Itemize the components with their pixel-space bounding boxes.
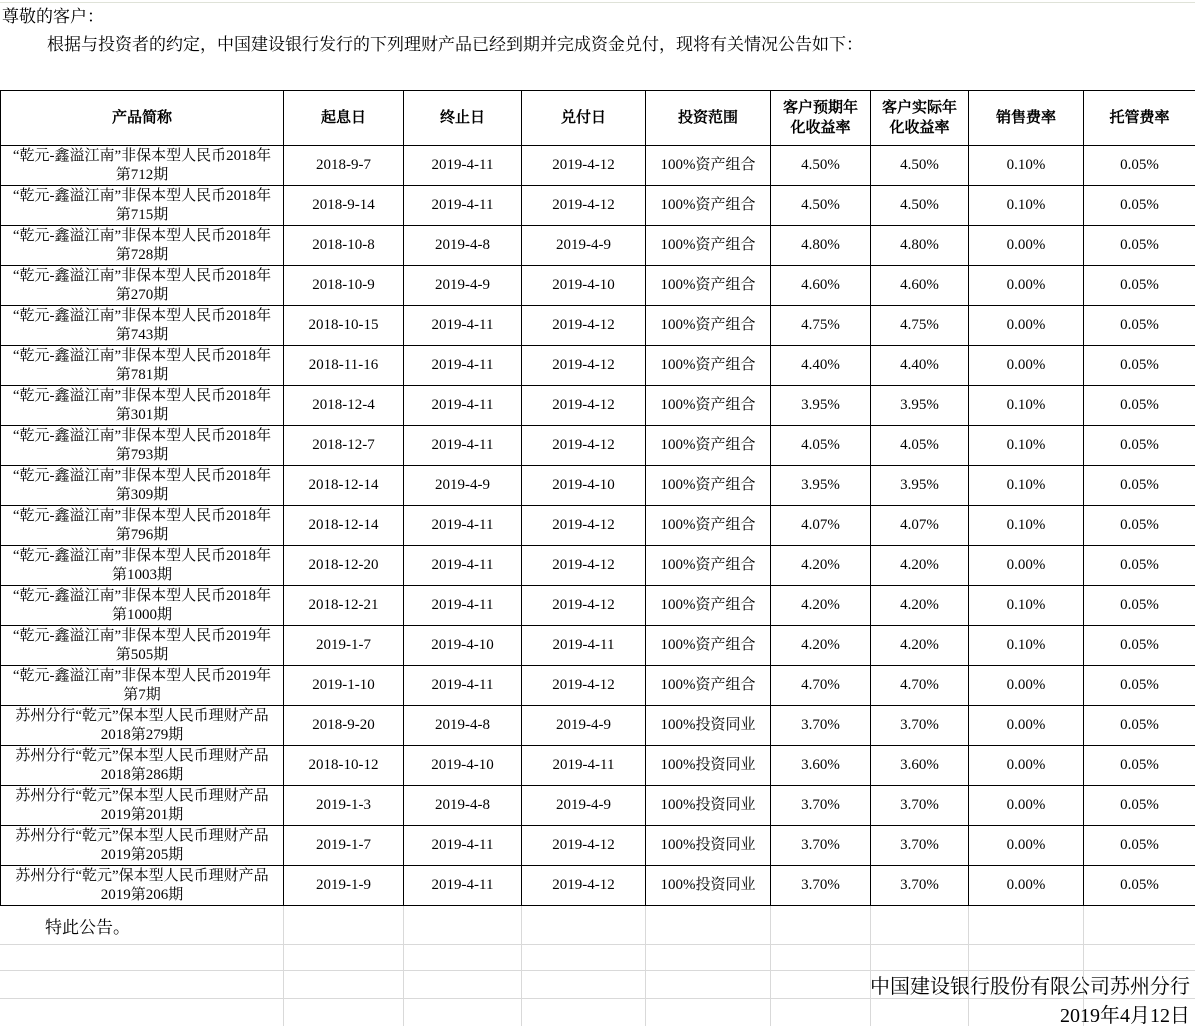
table-cell: 2019-4-12	[522, 386, 646, 426]
table-cell: 0.00%	[969, 346, 1084, 386]
faint-gridline	[968, 906, 969, 1026]
column-header: 托管费率	[1084, 91, 1195, 146]
table-row	[1, 146, 1195, 186]
product-name-cell: “乾元-鑫溢江南”非保本型人民币2019年第505期	[1, 626, 284, 666]
table-cell: 2018-12-21	[284, 586, 404, 626]
table-cell: 3.95%	[871, 466, 969, 506]
table-cell: 4.07%	[771, 506, 871, 546]
table-cell: 2019-1-10	[284, 666, 404, 706]
table-cell: 2019-4-11	[404, 306, 522, 346]
product-name-cell: “乾元-鑫溢江南”非保本型人民币2018年第781期	[1, 346, 284, 386]
table-cell: 4.80%	[771, 226, 871, 266]
table-row	[1, 466, 1195, 506]
product-name-cell: 苏州分行“乾元”保本型人民币理财产品2018第286期	[1, 746, 284, 786]
table-cell: 2019-4-8	[404, 706, 522, 746]
table-cell: 100%投资同业	[646, 706, 771, 746]
table-cell: 2019-4-11	[404, 186, 522, 226]
product-name-cell: “乾元-鑫溢江南”非保本型人民币2018年第728期	[1, 226, 284, 266]
table-row	[1, 186, 1195, 226]
table-cell: 2019-4-12	[522, 666, 646, 706]
salutation: 尊敬的客户：	[2, 3, 1192, 31]
faint-gridline	[521, 906, 522, 1026]
table-cell: 4.60%	[871, 266, 969, 306]
table-cell: 0.10%	[969, 386, 1084, 426]
table-cell: 2019-4-12	[522, 506, 646, 546]
table-cell: 100%资产组合	[646, 346, 771, 386]
table-cell: 2019-4-11	[404, 506, 522, 546]
table-cell: 0.10%	[969, 426, 1084, 466]
table-cell: 2019-4-9	[404, 266, 522, 306]
table-cell: 2019-4-12	[522, 346, 646, 386]
table-cell: 2019-4-12	[522, 306, 646, 346]
table-cell: 100%资产组合	[646, 666, 771, 706]
table-cell: 2019-4-11	[404, 826, 522, 866]
table-cell: 3.60%	[771, 746, 871, 786]
table-cell: 100%资产组合	[646, 466, 771, 506]
column-header: 销售费率	[969, 91, 1084, 146]
product-name-cell: “乾元-鑫溢江南”非保本型人民币2018年第270期	[1, 266, 284, 306]
product-name-cell: “乾元-鑫溢江南”非保本型人民币2018年第1003期	[1, 546, 284, 586]
faint-gridline	[770, 906, 771, 1026]
product-name-cell: “乾元-鑫溢江南”非保本型人民币2019年第7期	[1, 666, 284, 706]
table-cell: 2019-4-12	[522, 426, 646, 466]
table-row	[1, 746, 1195, 786]
table-cell: 4.20%	[871, 626, 969, 666]
product-name-cell: “乾元-鑫溢江南”非保本型人民币2018年第309期	[1, 466, 284, 506]
table-cell: 0.05%	[1084, 706, 1195, 746]
table-cell: 4.05%	[871, 426, 969, 466]
table-cell: 2019-4-11	[404, 586, 522, 626]
product-name-cell: “乾元-鑫溢江南”非保本型人民币2018年第796期	[1, 506, 284, 546]
table-row	[1, 786, 1195, 826]
table-cell: 3.70%	[771, 866, 871, 906]
table-cell: 100%资产组合	[646, 266, 771, 306]
table-cell: 4.70%	[871, 666, 969, 706]
table-cell: 2019-4-9	[522, 786, 646, 826]
product-name-cell: “乾元-鑫溢江南”非保本型人民币2018年第743期	[1, 306, 284, 346]
table-cell: 2019-4-8	[404, 786, 522, 826]
table-cell: 0.10%	[969, 506, 1084, 546]
table-row	[1, 426, 1195, 466]
table-cell: 3.95%	[771, 466, 871, 506]
table-cell: 4.80%	[871, 226, 969, 266]
table-cell: 2019-4-8	[404, 226, 522, 266]
table-cell: 100%投资同业	[646, 786, 771, 826]
table-cell: 2018-10-15	[284, 306, 404, 346]
table-row	[1, 586, 1195, 626]
table-cell: 0.10%	[969, 186, 1084, 226]
table-cell: 4.50%	[871, 146, 969, 186]
table-cell: 4.07%	[871, 506, 969, 546]
table-cell: 2019-4-12	[522, 146, 646, 186]
table-cell: 2018-10-8	[284, 226, 404, 266]
table-cell: 2019-4-9	[522, 706, 646, 746]
table-cell: 0.00%	[969, 306, 1084, 346]
product-name-cell: “乾元-鑫溢江南”非保本型人民币2018年第301期	[1, 386, 284, 426]
table-cell: 4.05%	[771, 426, 871, 466]
table-row	[1, 866, 1195, 906]
table-cell: 4.70%	[771, 666, 871, 706]
faint-gridline	[403, 906, 404, 1026]
table-cell: 2018-9-14	[284, 186, 404, 226]
table-cell: 2019-4-9	[404, 466, 522, 506]
table-cell: 2018-9-7	[284, 146, 404, 186]
table-cell: 100%投资同业	[646, 826, 771, 866]
table-cell: 2019-4-10	[404, 746, 522, 786]
table-cell: 2019-4-11	[404, 346, 522, 386]
table-cell: 4.50%	[871, 186, 969, 226]
table-row	[1, 706, 1195, 746]
product-name-cell: 苏州分行“乾元”保本型人民币理财产品2019第206期	[1, 866, 284, 906]
table-cell: 4.20%	[871, 546, 969, 586]
table-cell: 2019-4-11	[404, 546, 522, 586]
table-cell: 0.05%	[1084, 826, 1195, 866]
faint-gridline	[870, 906, 871, 1026]
table-row	[1, 386, 1195, 426]
table-cell: 100%资产组合	[646, 186, 771, 226]
table-row	[1, 346, 1195, 386]
table-cell: 100%投资同业	[646, 866, 771, 906]
table-cell: 0.10%	[969, 146, 1084, 186]
table-cell: 4.40%	[771, 346, 871, 386]
table-row	[1, 666, 1195, 706]
table-cell: 4.50%	[771, 186, 871, 226]
table-cell: 0.05%	[1084, 466, 1195, 506]
product-name-cell: 苏州分行“乾元”保本型人民币理财产品2018第279期	[1, 706, 284, 746]
table-row	[1, 306, 1195, 346]
table-cell: 4.20%	[771, 626, 871, 666]
table-cell: 2018-12-14	[284, 506, 404, 546]
table-cell: 2019-1-3	[284, 786, 404, 826]
table-cell: 0.05%	[1084, 306, 1195, 346]
table-cell: 2018-12-7	[284, 426, 404, 466]
table-cell: 3.70%	[871, 826, 969, 866]
table-cell: 0.00%	[969, 706, 1084, 746]
table-cell: 2019-4-10	[404, 626, 522, 666]
column-header: 客户预期年化收益率	[771, 91, 871, 146]
table-cell: 2019-4-10	[522, 266, 646, 306]
closing-statement: 特此公告。	[45, 913, 130, 938]
table-cell: 2019-4-11	[404, 386, 522, 426]
table-cell: 4.20%	[771, 546, 871, 586]
table-cell: 2019-4-12	[522, 186, 646, 226]
table-cell: 4.20%	[771, 586, 871, 626]
table-cell: 2018-9-20	[284, 706, 404, 746]
table-cell: 2019-1-9	[284, 866, 404, 906]
table-cell: 3.95%	[771, 386, 871, 426]
table-row	[1, 546, 1195, 586]
table-row	[1, 626, 1195, 666]
table-cell: 2019-1-7	[284, 626, 404, 666]
table-cell: 2018-12-14	[284, 466, 404, 506]
table-cell: 2019-4-11	[404, 666, 522, 706]
table-cell: 0.05%	[1084, 626, 1195, 666]
table-cell: 0.05%	[1084, 266, 1195, 306]
faint-gridline	[283, 906, 284, 1026]
product-name-cell: “乾元-鑫溢江南”非保本型人民币2018年第715期	[1, 186, 284, 226]
table-cell: 3.70%	[871, 706, 969, 746]
table-cell: 4.20%	[871, 586, 969, 626]
table-cell: 0.05%	[1084, 386, 1195, 426]
table-cell: 0.05%	[1084, 186, 1195, 226]
table-cell: 3.95%	[871, 386, 969, 426]
table-cell: 100%资产组合	[646, 386, 771, 426]
product-name-cell: 苏州分行“乾元”保本型人民币理财产品2019第205期	[1, 826, 284, 866]
product-name-cell: “乾元-鑫溢江南”非保本型人民币2018年第712期	[1, 146, 284, 186]
table-cell: 2019-4-10	[522, 466, 646, 506]
announcement-date: 2019年4月12日	[1060, 999, 1190, 1028]
table-row	[1, 826, 1195, 866]
table-cell: 2019-4-12	[522, 826, 646, 866]
intro-body: 根据与投资者的约定，中国建设银行发行的下列理财产品已经到期并完成资金兑付，现将有关情况公告如下：	[2, 31, 1192, 59]
faint-gridline	[645, 906, 646, 1026]
column-header: 投资范围	[646, 91, 771, 146]
table-cell: 0.00%	[969, 666, 1084, 706]
table-cell: 2019-1-7	[284, 826, 404, 866]
table-cell: 0.10%	[969, 466, 1084, 506]
table-cell: 0.00%	[969, 546, 1084, 586]
table-row	[1, 226, 1195, 266]
table-cell: 0.00%	[969, 266, 1084, 306]
table-cell: 100%资产组合	[646, 426, 771, 466]
table-cell: 2019-4-12	[522, 866, 646, 906]
table-cell: 0.05%	[1084, 746, 1195, 786]
table-cell: 100%资产组合	[646, 146, 771, 186]
faint-gridline	[0, 944, 1195, 945]
table-cell: 100%资产组合	[646, 586, 771, 626]
table-cell: 0.05%	[1084, 866, 1195, 906]
table-cell: 100%资产组合	[646, 626, 771, 666]
table-cell: 2019-4-9	[522, 226, 646, 266]
table-cell: 0.05%	[1084, 506, 1195, 546]
table-cell: 3.70%	[871, 866, 969, 906]
table-cell: 3.70%	[771, 786, 871, 826]
table-cell: 4.50%	[771, 146, 871, 186]
table-cell: 0.05%	[1084, 146, 1195, 186]
table-cell: 4.60%	[771, 266, 871, 306]
table-cell: 0.00%	[969, 866, 1084, 906]
table-cell: 3.70%	[771, 706, 871, 746]
table-cell: 0.05%	[1084, 786, 1195, 826]
table-cell: 0.05%	[1084, 346, 1195, 386]
table-row	[1, 506, 1195, 546]
table-cell: 2019-4-11	[404, 146, 522, 186]
products-table	[0, 90, 1195, 906]
table-cell: 3.60%	[871, 746, 969, 786]
table-cell: 0.10%	[969, 586, 1084, 626]
table-cell: 2019-4-11	[522, 626, 646, 666]
table-cell: 2018-11-16	[284, 346, 404, 386]
column-header: 起息日	[284, 91, 404, 146]
table-cell: 100%投资同业	[646, 746, 771, 786]
table-cell: 2019-4-11	[404, 866, 522, 906]
column-header: 终止日	[404, 91, 522, 146]
table-cell: 2018-12-4	[284, 386, 404, 426]
product-name-cell: “乾元-鑫溢江南”非保本型人民币2018年第1000期	[1, 586, 284, 626]
table-cell: 4.75%	[871, 306, 969, 346]
table-cell: 2019-4-12	[522, 546, 646, 586]
table-cell: 0.00%	[969, 826, 1084, 866]
table-cell: 100%资产组合	[646, 306, 771, 346]
column-header: 兑付日	[522, 91, 646, 146]
column-header: 客户实际年化收益率	[871, 91, 969, 146]
table-cell: 3.70%	[871, 786, 969, 826]
table-cell: 2018-12-20	[284, 546, 404, 586]
table-cell: 0.05%	[1084, 546, 1195, 586]
issuer-name: 中国建设银行股份有限公司苏州分行	[870, 970, 1190, 999]
table-cell: 4.40%	[871, 346, 969, 386]
table-cell: 0.05%	[1084, 586, 1195, 626]
table-cell: 100%资产组合	[646, 546, 771, 586]
column-header: 产品简称	[1, 91, 284, 146]
product-name-cell: “乾元-鑫溢江南”非保本型人民币2018年第793期	[1, 426, 284, 466]
table-cell: 0.10%	[969, 626, 1084, 666]
table-cell: 100%资产组合	[646, 226, 771, 266]
table-cell: 0.05%	[1084, 426, 1195, 466]
table-body	[1, 146, 1195, 906]
table-row	[1, 266, 1195, 306]
table-cell: 4.75%	[771, 306, 871, 346]
table-cell: 2019-4-12	[522, 586, 646, 626]
table-header-row	[1, 91, 1195, 146]
table-cell: 100%资产组合	[646, 506, 771, 546]
table-cell: 0.05%	[1084, 226, 1195, 266]
table-cell: 2019-4-11	[522, 746, 646, 786]
product-name-cell: 苏州分行“乾元”保本型人民币理财产品2019第201期	[1, 786, 284, 826]
table-cell: 2018-10-12	[284, 746, 404, 786]
table-cell: 0.00%	[969, 226, 1084, 266]
table-cell: 0.00%	[969, 746, 1084, 786]
table-cell: 2018-10-9	[284, 266, 404, 306]
announcement-intro	[2, 3, 1192, 59]
table-cell: 0.00%	[969, 786, 1084, 826]
table-cell: 2019-4-11	[404, 426, 522, 466]
table-cell: 0.05%	[1084, 666, 1195, 706]
table-cell: 3.70%	[771, 826, 871, 866]
